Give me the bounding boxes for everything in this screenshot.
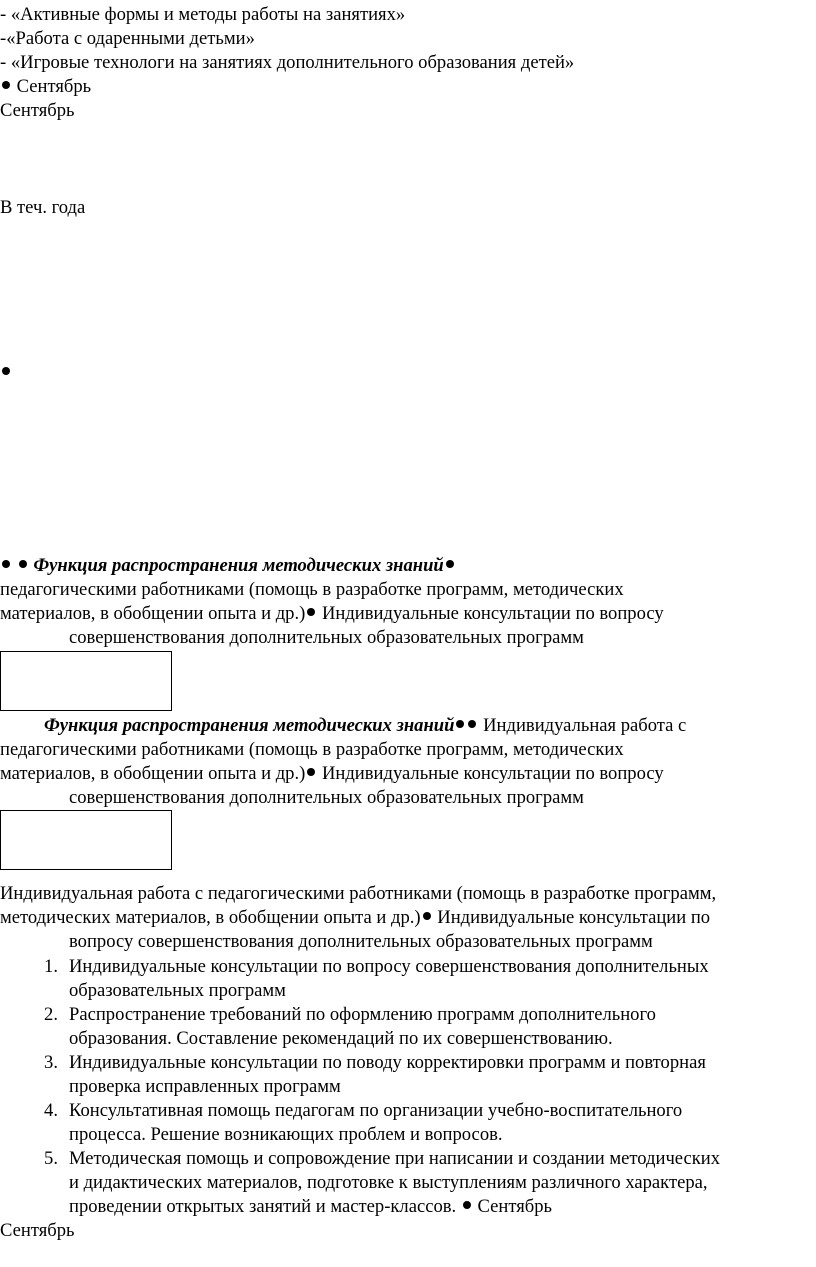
list-item-line: Консультативная помощь педагогам по организации учебно-воспитательного <box>69 1100 683 1121</box>
month-label: Сентябрь <box>0 100 75 121</box>
list-number: 1. <box>44 956 58 977</box>
list-number: 2. <box>44 1004 58 1025</box>
bullet-icon <box>307 768 315 776</box>
period-label: В теч. года <box>0 197 86 218</box>
list-item-line <box>69 1195 552 1219</box>
paragraph-text: методических материалов, в обобщении опыта и др.) <box>0 907 421 928</box>
consult-text: Индивидуальные консультации по <box>437 907 711 928</box>
list-item-line: Распространение требований по оформлению программ дополнительного <box>69 1004 656 1025</box>
list-number: 5. <box>44 1148 58 1169</box>
function-title: Функция распространения методических знаний <box>44 715 455 736</box>
list-item-line: образовательных программ <box>69 980 286 1001</box>
function-title: Функция распространения методических знаний <box>33 555 444 576</box>
bullet-month-line <box>0 75 91 99</box>
bullet-icon <box>2 560 10 568</box>
bullet-icon <box>2 367 10 375</box>
function-heading-1 <box>0 554 456 578</box>
list-number: 4. <box>44 1100 58 1121</box>
paragraph-line: Индивидуальная работа с педагогическими работниками (помощь в разработке программ, <box>0 883 717 904</box>
list-item-line: и дидактических материалов, подготовке к выступлениям различного характера, <box>69 1172 708 1193</box>
list-number: 3. <box>44 1052 58 1073</box>
empty-frame <box>0 810 172 870</box>
function-heading-2 <box>44 714 686 738</box>
list-item-line: образования. Составление рекомендаций по их совершенствованию. <box>69 1028 613 1049</box>
empty-frame <box>0 651 172 711</box>
paragraph-text: материалов, в обобщении опыта и др.) <box>0 603 306 624</box>
paragraph-line <box>0 906 710 930</box>
topic-line: - «Активные формы и методы работы на занятиях» <box>0 4 406 25</box>
list-item-line: Индивидуальные консультации по поводу корректировки программ и повторная <box>69 1052 706 1073</box>
paragraph-line: совершенствования дополнительных образовательных программ <box>69 787 584 808</box>
bullet-icon <box>468 720 476 728</box>
paragraph-text: материалов, в обобщении опыта и др.) <box>0 763 306 784</box>
bullet-icon <box>463 1201 471 1209</box>
consult-text: Индивидуальные консультации по вопросу <box>321 763 664 784</box>
consult-text: Индивидуальные консультации по вопросу <box>321 603 664 624</box>
paragraph-line: вопросу совершенствования дополнительных образовательных программ <box>69 931 653 952</box>
paragraph-line <box>0 602 664 626</box>
individual-work-text: Индивидуальная работа с <box>483 715 687 736</box>
month-label: Сентябрь <box>477 1196 553 1217</box>
list-item-line: Индивидуальные консультации по вопросу совершенствования дополнительных <box>69 956 709 977</box>
bullet-icon <box>423 912 431 920</box>
bullet-icon <box>307 608 315 616</box>
bullet-icon <box>2 81 10 89</box>
month-label: Сентябрь <box>0 1220 75 1241</box>
paragraph-line: педагогическими работниками (помощь в разработке программ, методических <box>0 739 624 760</box>
month-label: Сентябрь <box>16 76 92 97</box>
topic-line: - «Игровые технологи на занятиях дополнительного образования детей» <box>0 52 575 73</box>
list-item-line: проверка исправленных программ <box>69 1076 341 1097</box>
list-item-line: процесса. Решение возникающих проблем и вопросов. <box>69 1124 503 1145</box>
bullet-line <box>0 361 12 385</box>
paragraph-line: педагогическими работниками (помощь в разработке программ, методических <box>0 579 624 600</box>
bullet-icon <box>456 720 464 728</box>
bullet-icon <box>446 560 454 568</box>
list-item-text: проведении открытых занятий и мастер-классов. <box>69 1196 457 1217</box>
list-item-line: Методическая помощь и сопровождение при написании и создании методических <box>69 1148 721 1169</box>
paragraph-line: совершенствования дополнительных образовательных программ <box>69 627 584 648</box>
bullet-icon <box>19 560 27 568</box>
paragraph-line <box>0 762 664 786</box>
topic-line: -«Работа с одаренными детьми» <box>0 28 255 49</box>
